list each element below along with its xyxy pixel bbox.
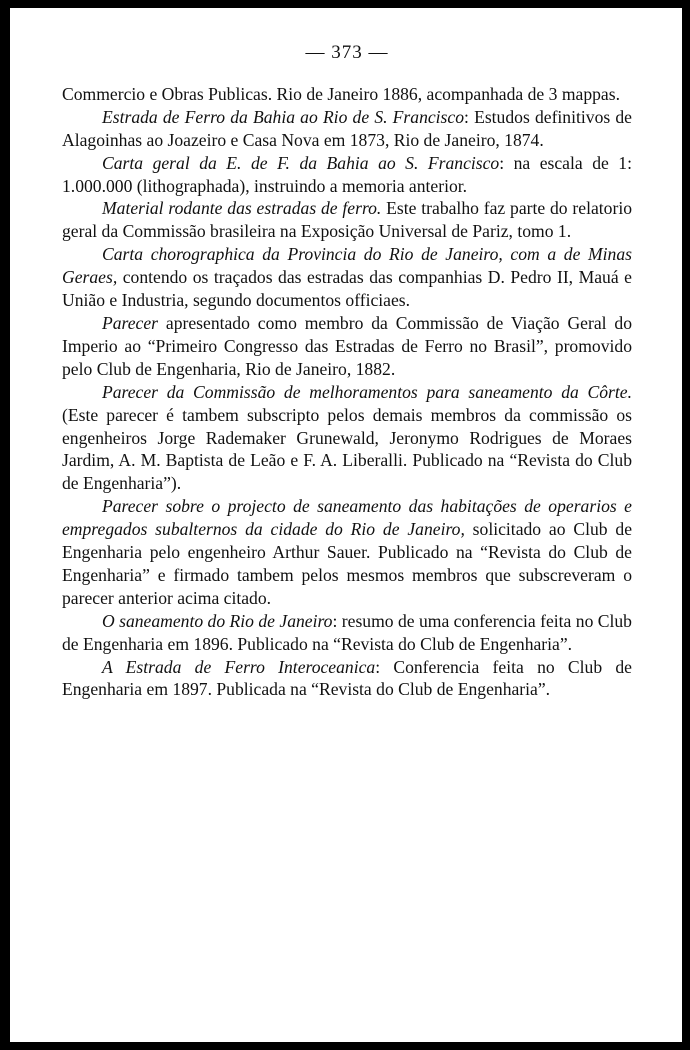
entry-1 [62,83,632,106]
entry-text: solicitado ao Club de Engenharia pelo engenheiro Arthur Sauer. Publicado na “Revista do Club de Engenharia” e firmado tambem pelos mesmos membros que subscreveram o parecer anterior acima citado. [62,519,632,608]
page-number: — 373 — [305,42,389,63]
entry-title: Parecer [102,312,159,333]
entry-title: Carta chorographica da Provincia do Rio de Janeiro, com a de Minas Geraes, [62,244,632,288]
entry-9 [62,610,632,656]
entry-text: apresentado como membro da Commissão de Viação Geral do Imperio ao “Primeiro Congresso das Estradas de Ferro no Brasil”, promovido pelo Club de Engenharia, Rio de Janeiro, 1882. [62,312,632,379]
entry-10 [62,656,632,702]
entry-title: Carta geral da E. de F. da Bahia ao S. Francisco [102,152,500,173]
entry-6 [62,312,632,381]
entry-text: : Conferencia feita no Club de Engenharia em 1897. Publicada na “Revista do Club de Engenharia”. [62,656,632,700]
entry-text: Commercio e Obras Publicas. Rio de Janeiro 1886, acompanhada de 3 mappas. [62,83,620,104]
entry-title: O saneamento do Rio de Janeiro [102,610,333,631]
page-text [62,42,632,701]
entry-text: : na escala de 1: 1.000.000 (lithographada), instruindo a memoria anterior. [62,152,632,196]
entry-4 [62,197,632,243]
entry-title: Parecer sobre o projecto de saneamento das habitações de operarios e empregados subalternos da cidade do Rio de Janeiro, [62,496,632,540]
entry-title: Material rodante das estradas de ferro. [102,198,382,219]
entry-title: A Estrada de Ferro Interoceanica [102,656,376,677]
entry-8 [62,495,632,610]
entry-2 [62,106,632,152]
entry-title: Estrada de Ferro da Bahia ao Rio de S. Francisco [102,106,465,127]
entry-3 [62,152,632,198]
entry-text: : Estudos definitivos de Alagoinhas ao Joazeiro e Casa Nova em 1873, Rio de Janeiro, 1874. [62,106,632,150]
book-page [10,8,682,1042]
entry-text: (Este parecer é tambem subscripto pelos demais membros da commissão os engenheiros Jorge Rademaker Grunewald, Jeronymo Rodrigues de Moraes Jardim, A. M. Baptista de Leão e F. A. Liberalli. Publicado na “Revista do Club de Engenharia”). [62,404,632,494]
entry-text: Este trabalho faz parte do relatorio geral da Commissão brasileira na Exposição Universal de Pariz, tomo 1. [62,198,633,242]
entry-text: contendo os traçados das estradas das companhias D. Pedro II, Mauá e União e Industria, segundo documentos officiaes. [62,267,632,311]
entry-7 [62,381,632,496]
entry-text: : resumo de uma conferencia feita no Club de Engenharia em 1896. Publicado na “Revista do Club de Engenharia”. [62,610,632,654]
entry-title: Parecer da Commissão de melhoramentos para saneamento da Côrte. [102,381,632,402]
entry-5 [62,243,632,312]
